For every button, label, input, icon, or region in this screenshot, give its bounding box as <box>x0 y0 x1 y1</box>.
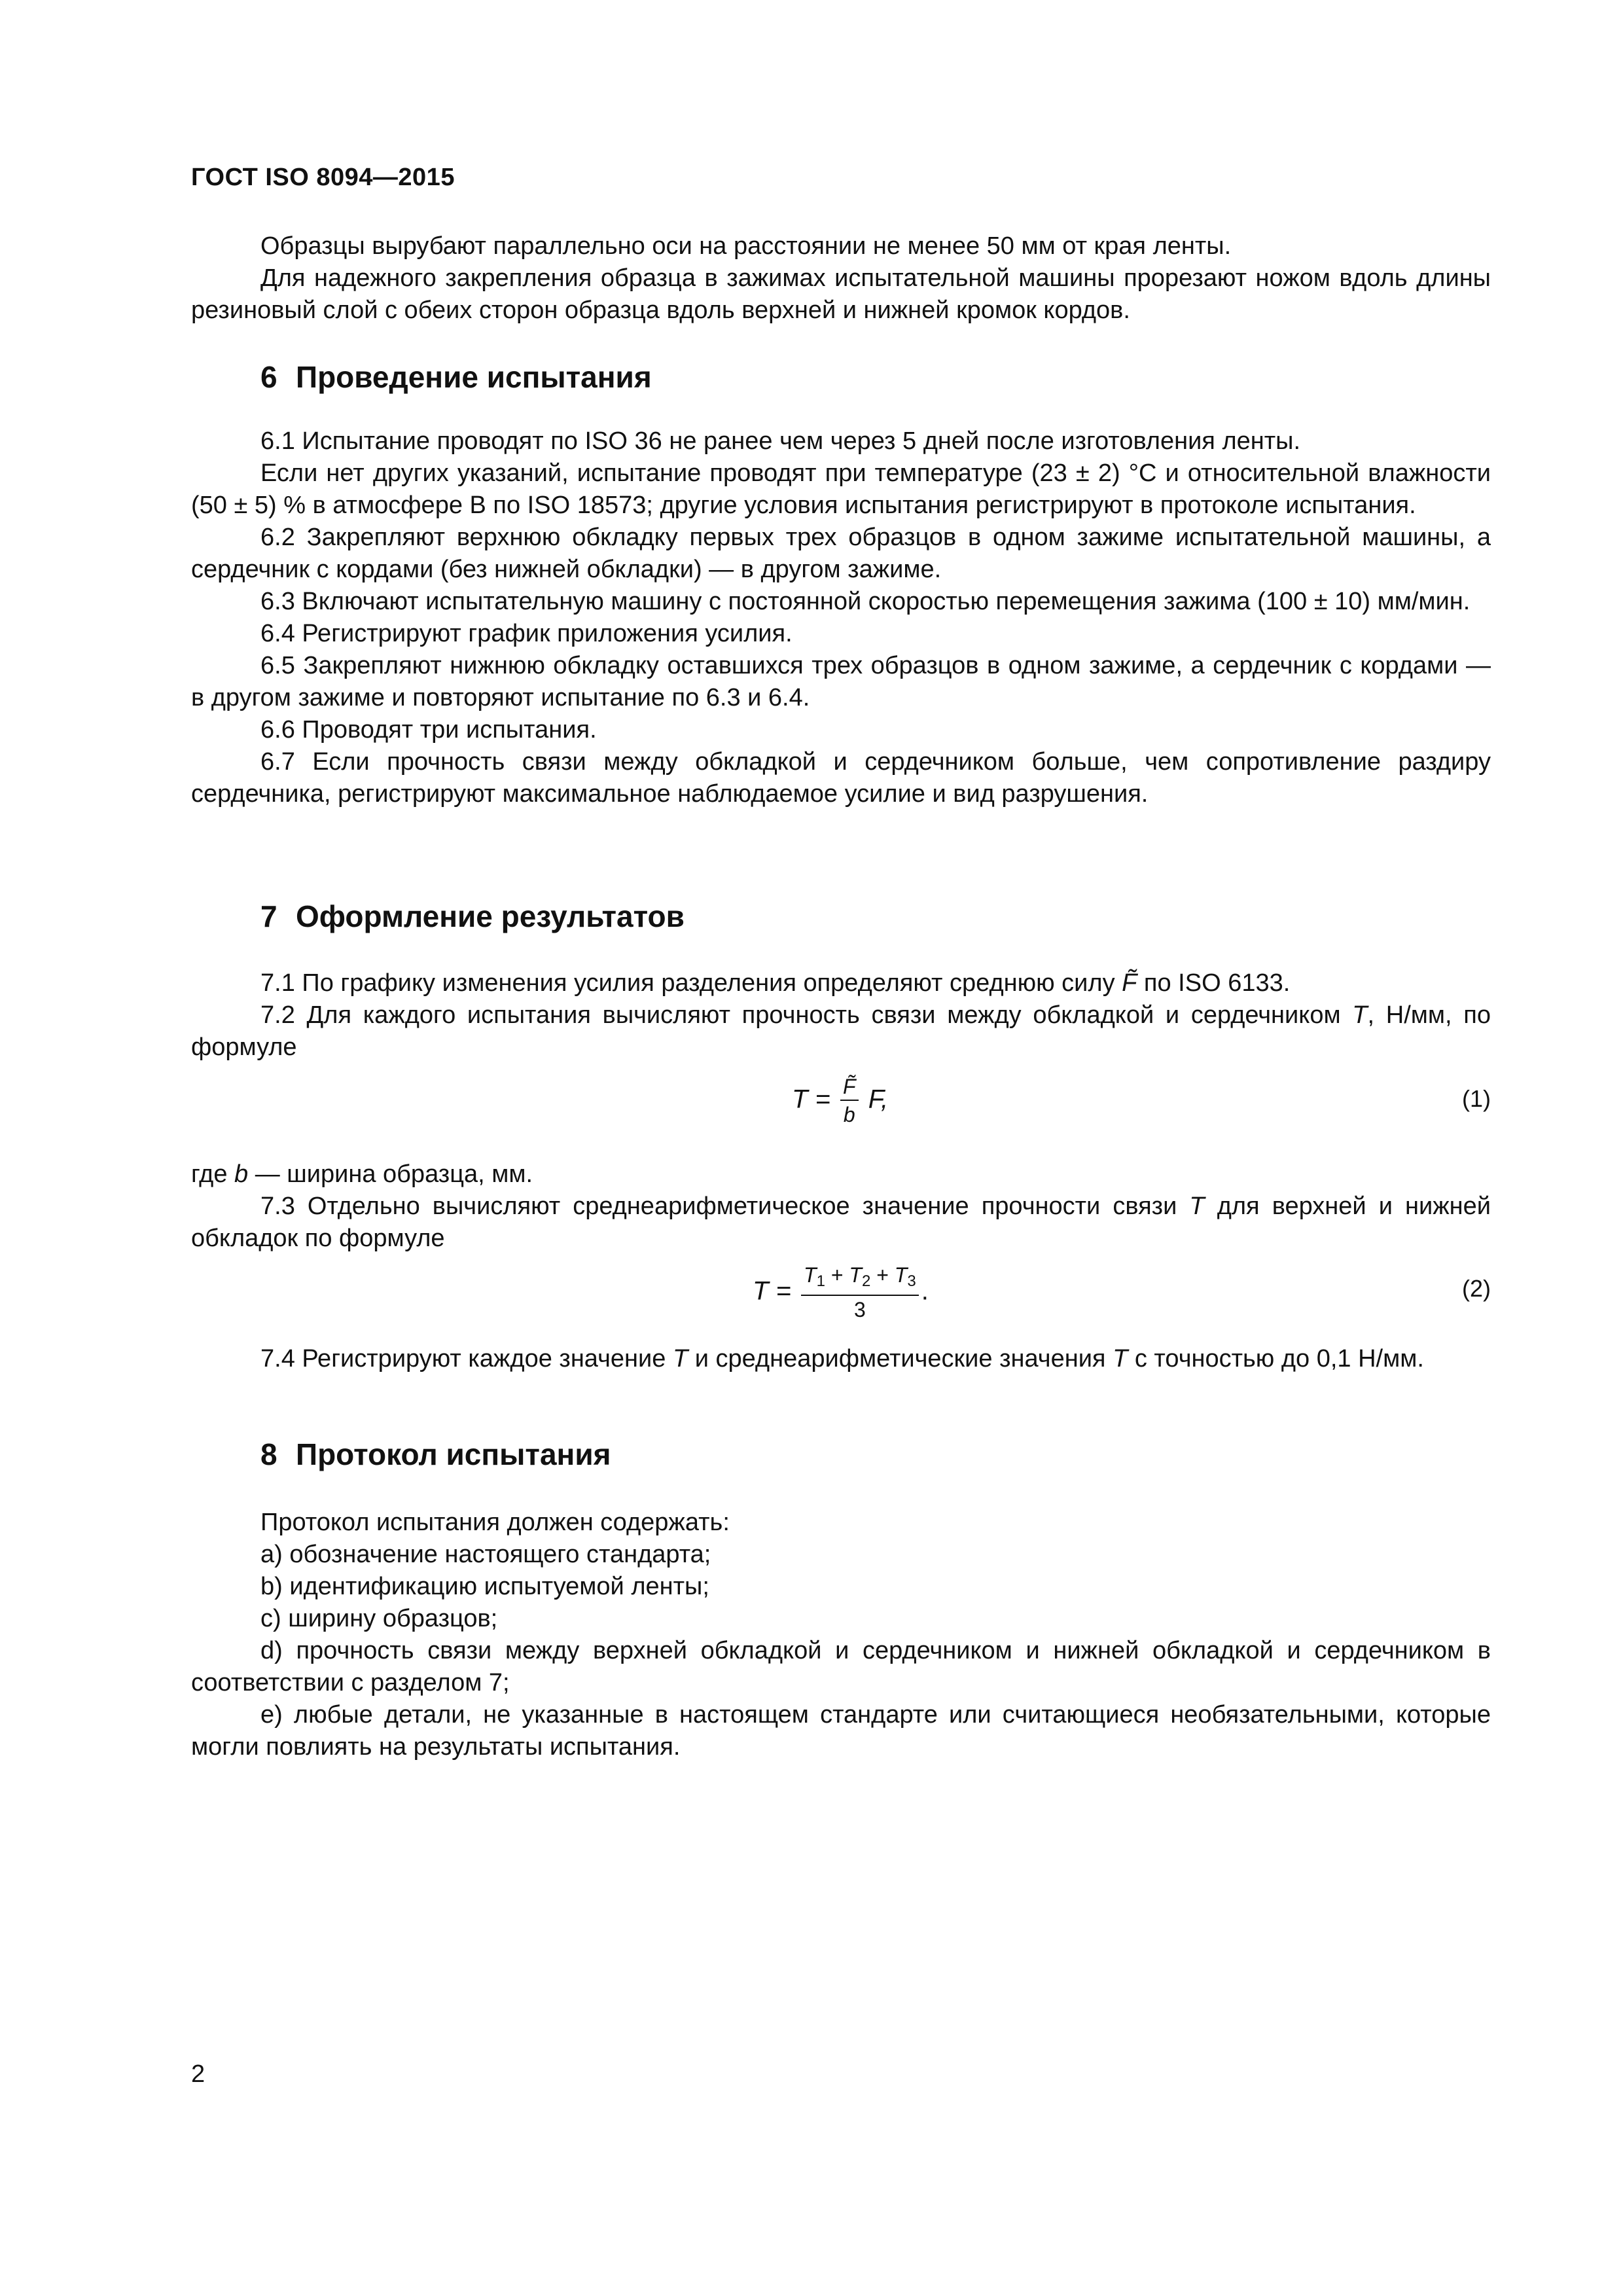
plus-2: + <box>870 1263 895 1287</box>
intro-paragraph-2: Для надежного закрепления образца в зажимах испытательной машины прорезают ножом вдоль длины резиновый слой с обеих сторон образца вдоль верхней и нижней кромок кордов. <box>191 264 1491 324</box>
t3: T <box>894 1263 908 1287</box>
page-number: 2 <box>191 2060 205 2088</box>
list-item-c: c) ширину образцов; <box>260 1605 498 1632</box>
formula-1-number: (1) <box>1462 1085 1491 1112</box>
intro-paragraph-1: Образцы вырубают параллельно оси на расстоянии не менее 50 мм от края ленты. <box>260 232 1232 260</box>
formula-2-number: (2) <box>1462 1275 1491 1302</box>
t-symbol-3: T <box>672 1345 688 1372</box>
paragraph-7-4-mid: и среднеарифметические значения <box>688 1345 1113 1372</box>
formula-1-numerator: F̃ <box>840 1073 859 1101</box>
paragraph-7-1-text: 7.1 По графику изменения усилия разделения определяют среднюю силу <box>260 969 1122 997</box>
formula-2-fraction <box>801 1262 919 1323</box>
paragraph-6-2: 6.2 Закрепляют верхнюю обкладку первых трех образцов в одном зажиме испытательной машины, а сердечник с кордами (без нижней обкладки) — в другом зажиме. <box>191 524 1491 583</box>
paragraph-7-2 <box>191 999 1491 1064</box>
list-item-d: d) прочность связи между верхней обкладкой и сердечником и нижней обкладкой и сердечником в соответствии с разделом 7; <box>191 1637 1491 1696</box>
paragraph-6-1-conditions: Если нет других указаний, испытание проводят при температуре (23 ± 2) °С и относительной влажности (50 ± 5) % в атмосфере В по ISO 18573; другие условия испытания регистрируют в протоколе испытания. <box>191 459 1491 519</box>
formula-2-tail: . <box>921 1276 929 1306</box>
legend-prefix: где <box>191 1160 235 1188</box>
paragraph-6-3: 6.3 Включают испытательную машину с постоянной скоростью перемещения зажима (100 ± 10) мм/мин. <box>260 588 1471 615</box>
formula-1-denominator: b <box>843 1103 855 1126</box>
t2-sub: 2 <box>861 1272 871 1290</box>
formula-1 <box>792 1073 888 1128</box>
paragraph-7-1 <box>191 967 1491 999</box>
paragraph-7-4-tail: с точностью до 0,1 Н/мм. <box>1128 1345 1424 1372</box>
t1-sub: 1 <box>816 1272 825 1290</box>
section-8-title: Протокол испытания <box>296 1437 611 1471</box>
document-header: ГОСТ ISO 8094—2015 <box>191 164 455 191</box>
legend-text: — ширина образца, мм. <box>248 1160 533 1188</box>
section-8 <box>191 1436 1491 1473</box>
paragraph-6-5: 6.5 Закрепляют нижнюю обкладку оставшихся трех образцов в одном зажиме, а сердечник с кордами — в другом зажиме и повторяют испытание по 6.3 и 6.4. <box>191 652 1491 711</box>
t-symbol-2: T <box>1189 1193 1205 1220</box>
section-6-body <box>191 425 1491 810</box>
list-item-e: e) любые детали, не указанные в настоящем стандарте или считающиеся необязательными, которые могли повлиять на результаты испытания. <box>191 1701 1491 1761</box>
section-7-number: 7 <box>260 899 277 933</box>
paragraph-6-1: 6.1 Испытание проводят по ISO 36 не ранее чем через 5 дней после изготовления ленты. <box>260 427 1301 455</box>
section-7-body-2 <box>191 1158 1491 1255</box>
paragraph-7-2-tail: , Н/мм, по формуле <box>191 1001 1491 1061</box>
formula-1-block <box>191 1071 1491 1149</box>
formula-2-block <box>191 1261 1491 1339</box>
formula-2-lhs: T = <box>753 1276 791 1306</box>
f-tilde-symbol: F̃ <box>1122 969 1137 997</box>
formula-1-lhs: T = <box>792 1085 830 1114</box>
section-8-body <box>191 1507 1491 1763</box>
paragraph-7-4-text: 7.4 Регистрируют каждое значение <box>260 1345 673 1372</box>
paragraph-7-3-tail: для верхней и нижней обкладок по формуле <box>191 1193 1491 1252</box>
paragraph-6-6: 6.6 Проводят три испытания. <box>260 716 597 744</box>
formula-1-fraction <box>840 1073 859 1128</box>
formula-2-denominator: 3 <box>853 1298 866 1321</box>
section-8-intro: Протокол испытания должен содержать: <box>260 1509 730 1536</box>
t3-sub: 3 <box>907 1272 916 1290</box>
section-7-body <box>191 967 1491 1064</box>
section-6-heading <box>191 359 1491 395</box>
section-7-body-3 <box>191 1343 1491 1375</box>
plus-1: + <box>825 1263 849 1287</box>
section-7 <box>191 898 1491 935</box>
list-item-b: b) идентификацию испытуемой ленты; <box>260 1573 709 1600</box>
section-8-number: 8 <box>260 1437 277 1471</box>
formula-2-numerator <box>801 1262 919 1296</box>
paragraph-7-2-text: 7.2 Для каждого испытания вычисляют прочность связи между обкладкой и сердечником <box>260 1001 1353 1029</box>
formula-1-rhs: F, <box>868 1085 889 1114</box>
intro-block <box>191 230 1491 327</box>
section-6 <box>191 359 1491 395</box>
section-7-heading <box>191 898 1491 935</box>
b-symbol: b <box>234 1160 249 1188</box>
list-item-a: a) обозначение настоящего стандарта; <box>260 1541 711 1568</box>
formula-2 <box>753 1262 929 1323</box>
paragraph-6-7: 6.7 Если прочность связи между обкладкой и сердечником больше, чем сопротивление раздиру сердечника, регистрируют максимальное наблюдаемое усилие и вид разрушения. <box>191 748 1491 808</box>
paragraph-7-3-text: 7.3 Отдельно вычисляют среднеарифметическое значение прочности связи <box>260 1193 1190 1220</box>
paragraph-7-3 <box>191 1191 1491 1255</box>
paragraph-6-4: 6.4 Регистрируют график приложения усилия. <box>260 620 793 647</box>
section-7-title: Оформление результатов <box>296 899 685 933</box>
t-symbol-4: T <box>1113 1345 1128 1372</box>
paragraph-7-4 <box>191 1343 1491 1375</box>
t2: T <box>849 1263 862 1287</box>
section-6-number: 6 <box>260 360 277 394</box>
paragraph-7-1-tail: по ISO 6133. <box>1137 969 1291 997</box>
t-symbol: T <box>1352 1001 1368 1029</box>
t1: T <box>804 1263 817 1287</box>
section-8-heading <box>191 1436 1491 1473</box>
formula-1-legend <box>191 1158 1491 1191</box>
section-6-title: Проведение испытания <box>296 360 652 394</box>
